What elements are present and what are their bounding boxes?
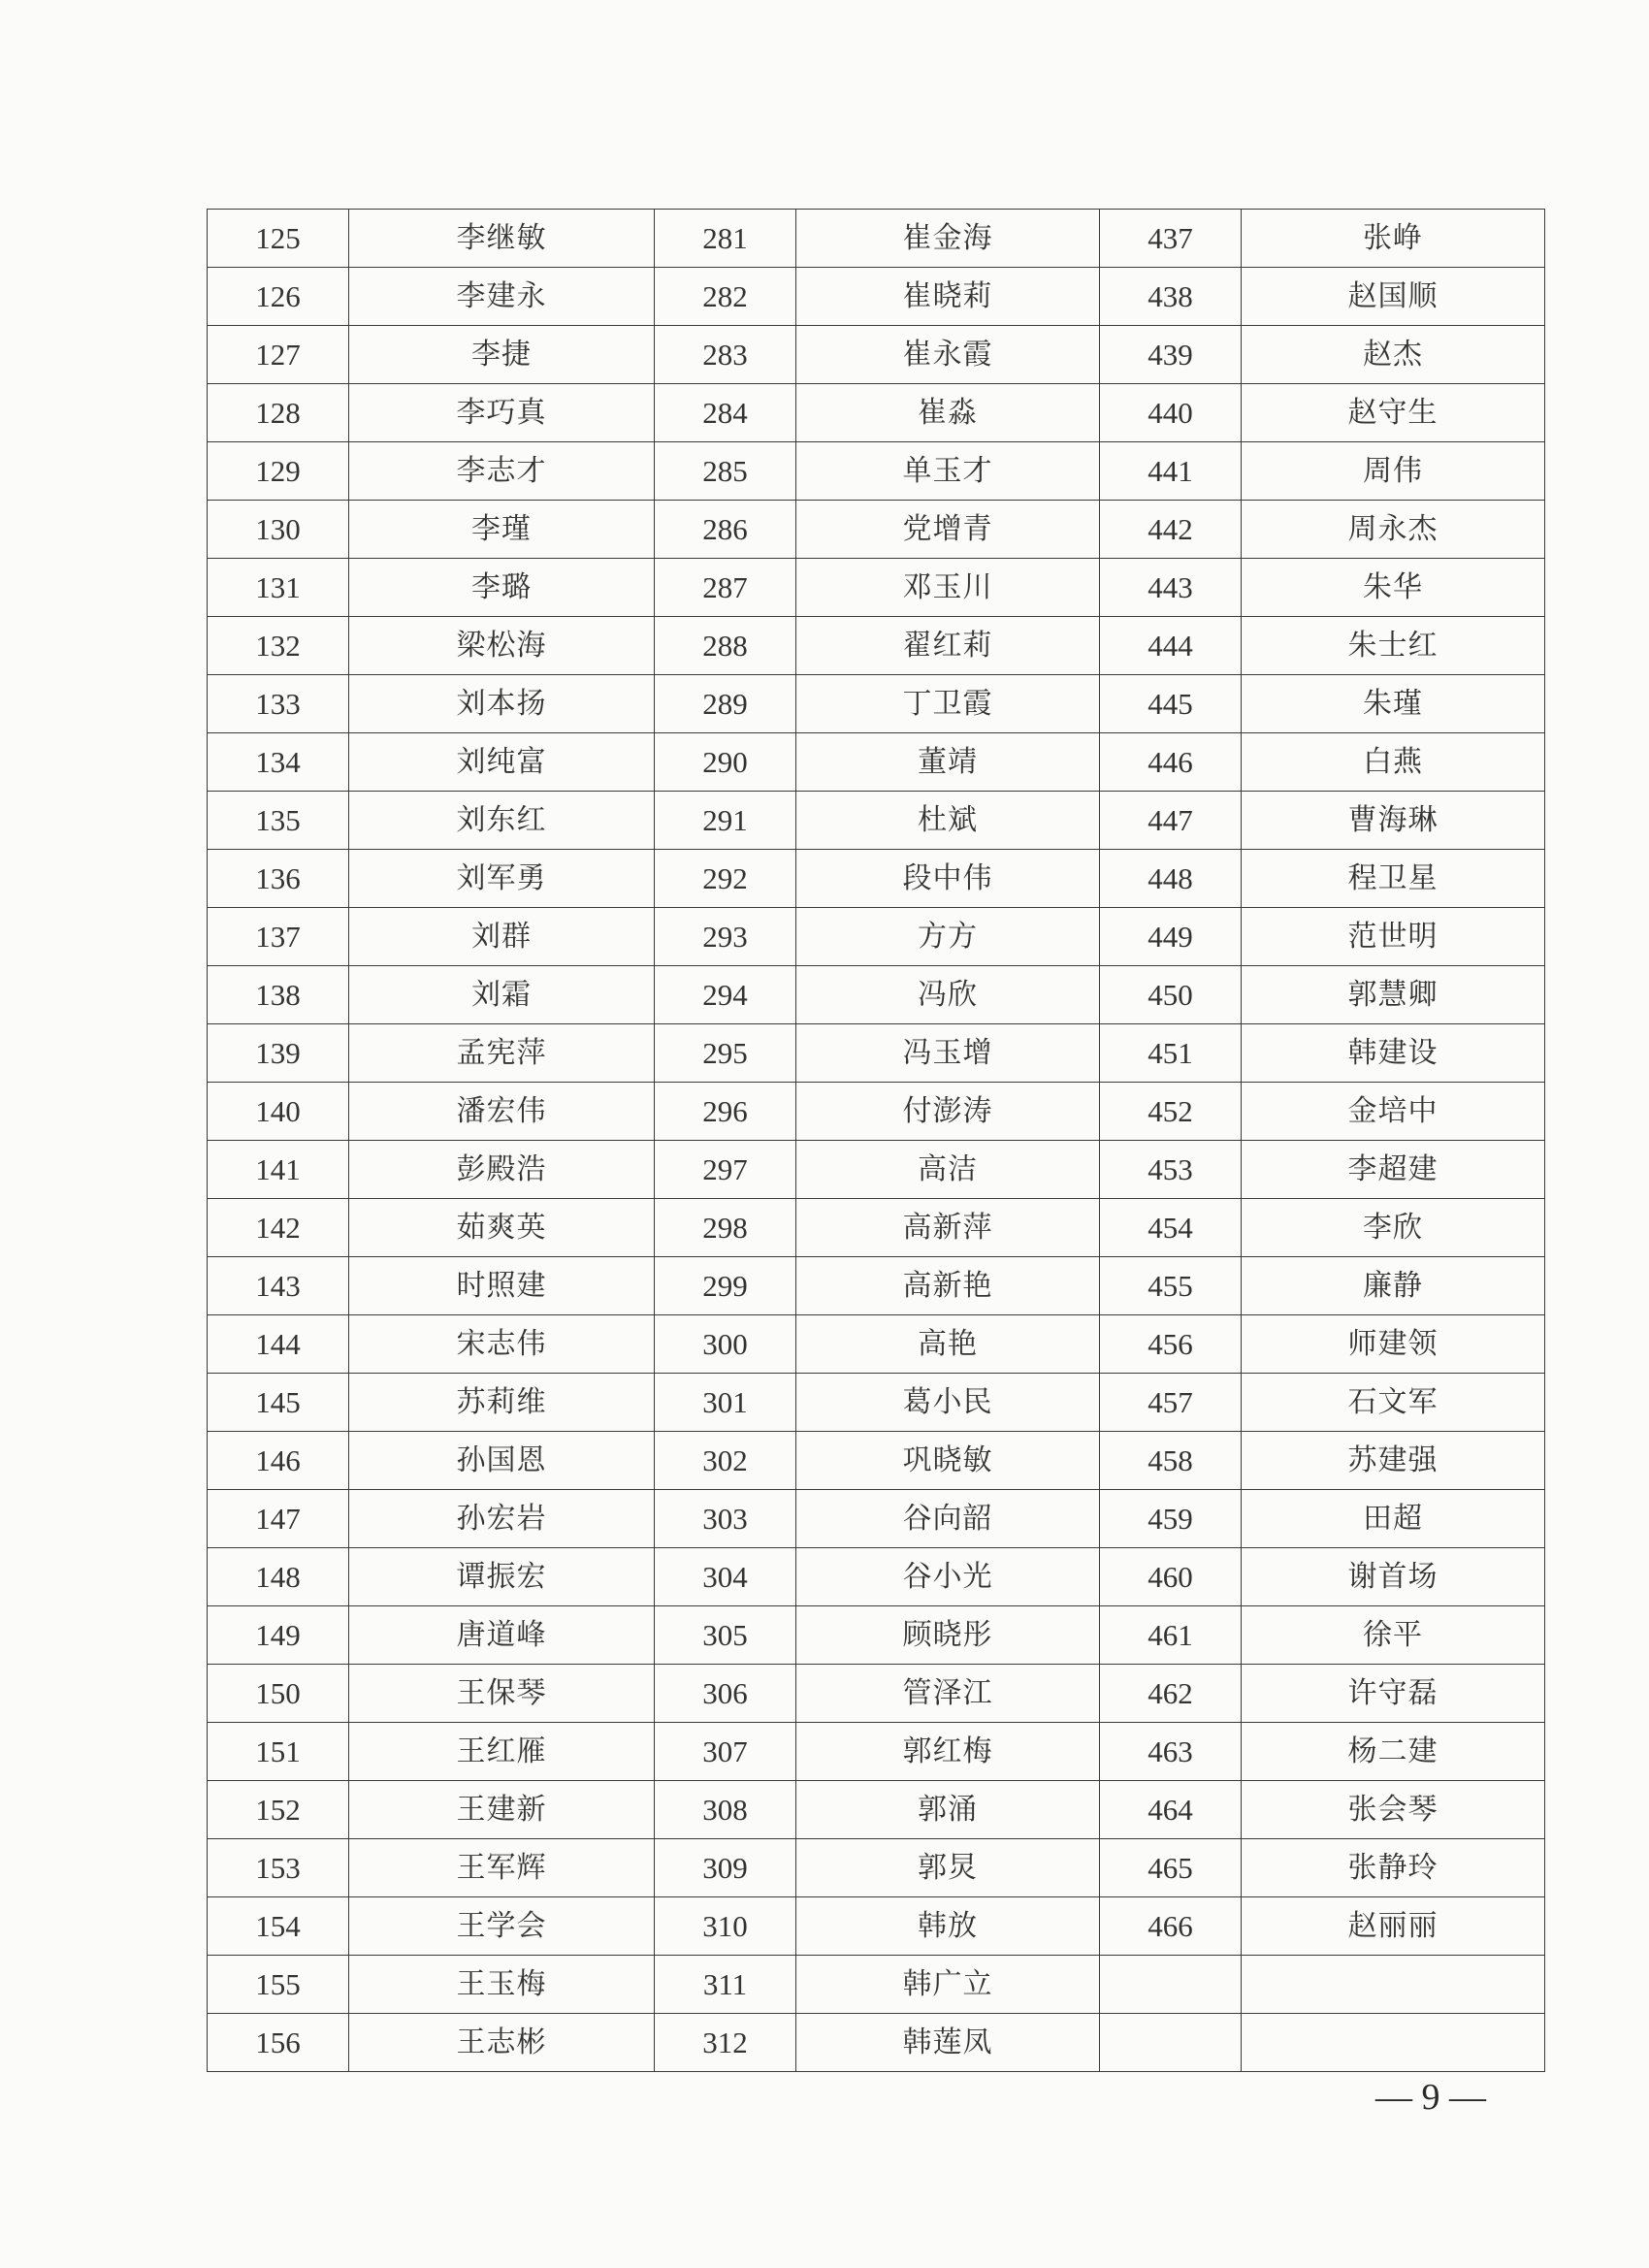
entry-name: 赵守生 — [1242, 384, 1545, 442]
entry-name: 巩晓敏 — [796, 1432, 1100, 1490]
entry-number: 441 — [1100, 442, 1242, 501]
entry-name: 王学会 — [349, 1897, 655, 1956]
entry-number: 146 — [208, 1432, 349, 1490]
entry-name: 赵杰 — [1242, 326, 1545, 384]
entry-name: 程卫星 — [1242, 850, 1545, 908]
entry-number: 156 — [208, 2014, 349, 2072]
entry-number: 308 — [655, 1781, 796, 1839]
entry-number: 126 — [208, 268, 349, 326]
entry-number: 142 — [208, 1199, 349, 1257]
table-row — [208, 1548, 1545, 1606]
entry-number: 290 — [655, 733, 796, 792]
entry-name: 张静玲 — [1242, 1839, 1545, 1897]
entry-number: 293 — [655, 908, 796, 966]
entry-number: 143 — [208, 1257, 349, 1315]
table-row — [208, 384, 1545, 442]
entry-number: 135 — [208, 792, 349, 850]
table-row — [208, 1199, 1545, 1257]
table-row — [208, 966, 1545, 1024]
roster-table-body — [208, 210, 1545, 2072]
page-number: — 9 — — [1375, 2077, 1486, 2118]
entry-name: 赵国顺 — [1242, 268, 1545, 326]
entry-name: 石文军 — [1242, 1374, 1545, 1432]
entry-name: 朱士红 — [1242, 617, 1545, 675]
entry-name: 李璐 — [349, 559, 655, 617]
entry-number: 154 — [208, 1897, 349, 1956]
entry-name: 单玉才 — [796, 442, 1100, 501]
entry-number: 459 — [1100, 1490, 1242, 1548]
entry-number: 138 — [208, 966, 349, 1024]
entry-name: 刘东红 — [349, 792, 655, 850]
entry-number: 461 — [1100, 1606, 1242, 1665]
entry-name: 李超建 — [1242, 1141, 1545, 1199]
entry-number: 296 — [655, 1083, 796, 1141]
table-row — [208, 1956, 1545, 2014]
entry-name: 刘群 — [349, 908, 655, 966]
entry-number: 153 — [208, 1839, 349, 1897]
entry-number: 303 — [655, 1490, 796, 1548]
entry-number: 452 — [1100, 1083, 1242, 1141]
entry-number: 149 — [208, 1606, 349, 1665]
entry-name: 王志彬 — [349, 2014, 655, 2072]
entry-name: 刘纯富 — [349, 733, 655, 792]
entry-name: 韩建设 — [1242, 1024, 1545, 1083]
entry-number: 306 — [655, 1665, 796, 1723]
table-row — [208, 1665, 1545, 1723]
entry-number: 145 — [208, 1374, 349, 1432]
entry-name: 茹爽英 — [349, 1199, 655, 1257]
entry-number: 307 — [655, 1723, 796, 1781]
table-row — [208, 675, 1545, 733]
entry-name: 潘宏伟 — [349, 1083, 655, 1141]
entry-number: 444 — [1100, 617, 1242, 675]
entry-name: 赵丽丽 — [1242, 1897, 1545, 1956]
entry-name: 梁松海 — [349, 617, 655, 675]
entry-number: 283 — [655, 326, 796, 384]
entry-number: 140 — [208, 1083, 349, 1141]
entry-name: 党增青 — [796, 501, 1100, 559]
entry-number: 299 — [655, 1257, 796, 1315]
entry-number: 312 — [655, 2014, 796, 2072]
entry-name: 苏建强 — [1242, 1432, 1545, 1490]
entry-number: 456 — [1100, 1315, 1242, 1374]
entry-name: 白燕 — [1242, 733, 1545, 792]
entry-name: 李捷 — [349, 326, 655, 384]
entry-number: 132 — [208, 617, 349, 675]
entry-name: 丁卫霞 — [796, 675, 1100, 733]
table-row — [208, 559, 1545, 617]
table-row — [208, 1141, 1545, 1199]
entry-name: 周伟 — [1242, 442, 1545, 501]
entry-name: 冯玉增 — [796, 1024, 1100, 1083]
table-row — [208, 733, 1545, 792]
entry-name: 李继敏 — [349, 210, 655, 268]
entry-number: 443 — [1100, 559, 1242, 617]
entry-name: 郭慧卿 — [1242, 966, 1545, 1024]
entry-number: 152 — [208, 1781, 349, 1839]
entry-name: 顾晓彤 — [796, 1606, 1100, 1665]
entry-number: 147 — [208, 1490, 349, 1548]
entry-number: 442 — [1100, 501, 1242, 559]
entry-name: 李欣 — [1242, 1199, 1545, 1257]
entry-name: 郭炅 — [796, 1839, 1100, 1897]
table-row — [208, 1606, 1545, 1665]
entry-number: 304 — [655, 1548, 796, 1606]
entry-name: 谭振宏 — [349, 1548, 655, 1606]
entry-number: 305 — [655, 1606, 796, 1665]
table-row — [208, 1723, 1545, 1781]
entry-name: 李瑾 — [349, 501, 655, 559]
entry-name: 师建领 — [1242, 1315, 1545, 1374]
entry-number: 287 — [655, 559, 796, 617]
entry-number: 448 — [1100, 850, 1242, 908]
entry-name: 谷小光 — [796, 1548, 1100, 1606]
table-row — [208, 1432, 1545, 1490]
table-row — [208, 1897, 1545, 1956]
entry-number: 438 — [1100, 268, 1242, 326]
entry-name: 朱瑾 — [1242, 675, 1545, 733]
entry-name: 杜斌 — [796, 792, 1100, 850]
entry-name: 曹海琳 — [1242, 792, 1545, 850]
entry-number: 445 — [1100, 675, 1242, 733]
entry-name: 时照建 — [349, 1257, 655, 1315]
entry-name: 李志才 — [349, 442, 655, 501]
table-row — [208, 1374, 1545, 1432]
entry-name: 高艳 — [796, 1315, 1100, 1374]
entry-name: 方方 — [796, 908, 1100, 966]
entry-name: 范世明 — [1242, 908, 1545, 966]
table-row — [208, 1490, 1545, 1548]
entry-number: 464 — [1100, 1781, 1242, 1839]
entry-name: 彭殿浩 — [349, 1141, 655, 1199]
table-row — [208, 1257, 1545, 1315]
entry-name: 管泽江 — [796, 1665, 1100, 1723]
entry-name: 周永杰 — [1242, 501, 1545, 559]
entry-number: 446 — [1100, 733, 1242, 792]
entry-number: 292 — [655, 850, 796, 908]
entry-name: 崔晓莉 — [796, 268, 1100, 326]
entry-number: 139 — [208, 1024, 349, 1083]
entry-name: 李巧真 — [349, 384, 655, 442]
table-row — [208, 2014, 1545, 2072]
table-row — [208, 792, 1545, 850]
table-row — [208, 210, 1545, 268]
table-row — [208, 850, 1545, 908]
entry-number: 136 — [208, 850, 349, 908]
entry-name: 孟宪萍 — [349, 1024, 655, 1083]
entry-name: 王玉梅 — [349, 1956, 655, 2014]
entry-number: 454 — [1100, 1199, 1242, 1257]
entry-name: 段中伟 — [796, 850, 1100, 908]
entry-name: 王保琴 — [349, 1665, 655, 1723]
table-row — [208, 1781, 1545, 1839]
entry-number: 298 — [655, 1199, 796, 1257]
entry-number: 301 — [655, 1374, 796, 1432]
entry-number: 286 — [655, 501, 796, 559]
entry-name: 杨二建 — [1242, 1723, 1545, 1781]
entry-name: 郭涌 — [796, 1781, 1100, 1839]
entry-number: 311 — [655, 1956, 796, 2014]
entry-number: 300 — [655, 1315, 796, 1374]
entry-number: 288 — [655, 617, 796, 675]
entry-number: 295 — [655, 1024, 796, 1083]
entry-number: 447 — [1100, 792, 1242, 850]
table-row — [208, 617, 1545, 675]
entry-name: 许守磊 — [1242, 1665, 1545, 1723]
entry-name: 朱华 — [1242, 559, 1545, 617]
entry-name: 崔淼 — [796, 384, 1100, 442]
entry-number: 310 — [655, 1897, 796, 1956]
entry-name: 高新萍 — [796, 1199, 1100, 1257]
entry-name: 郭红梅 — [796, 1723, 1100, 1781]
entry-name — [1242, 1956, 1545, 2014]
entry-number: 451 — [1100, 1024, 1242, 1083]
entry-number: 297 — [655, 1141, 796, 1199]
table-row — [208, 1315, 1545, 1374]
entry-number: 137 — [208, 908, 349, 966]
entry-name: 孙国恩 — [349, 1432, 655, 1490]
table-row — [208, 1839, 1545, 1897]
entry-number: 439 — [1100, 326, 1242, 384]
entry-number: 458 — [1100, 1432, 1242, 1490]
entry-name: 高新艳 — [796, 1257, 1100, 1315]
entry-name: 孙宏岩 — [349, 1490, 655, 1548]
entry-number: 151 — [208, 1723, 349, 1781]
entry-name: 刘本扬 — [349, 675, 655, 733]
entry-name: 王军辉 — [349, 1839, 655, 1897]
entry-number: 466 — [1100, 1897, 1242, 1956]
entry-name: 高洁 — [796, 1141, 1100, 1199]
entry-name: 苏莉维 — [349, 1374, 655, 1432]
entry-number: 127 — [208, 326, 349, 384]
entry-name: 韩广立 — [796, 1956, 1100, 2014]
entry-number: 289 — [655, 675, 796, 733]
entry-name: 邓玉川 — [796, 559, 1100, 617]
entry-number: 128 — [208, 384, 349, 442]
entry-name: 翟红莉 — [796, 617, 1100, 675]
entry-number: 457 — [1100, 1374, 1242, 1432]
entry-number: 455 — [1100, 1257, 1242, 1315]
entry-number: 281 — [655, 210, 796, 268]
entry-number — [1100, 2014, 1242, 2072]
entry-number: 309 — [655, 1839, 796, 1897]
entry-name: 葛小民 — [796, 1374, 1100, 1432]
entry-name: 田超 — [1242, 1490, 1545, 1548]
entry-name: 崔金海 — [796, 210, 1100, 268]
entry-number: 131 — [208, 559, 349, 617]
entry-name: 刘霜 — [349, 966, 655, 1024]
table-row — [208, 501, 1545, 559]
entry-name: 金培中 — [1242, 1083, 1545, 1141]
table-row — [208, 908, 1545, 966]
roster-table — [207, 209, 1545, 2072]
entry-name: 王红雁 — [349, 1723, 655, 1781]
entry-name: 冯欣 — [796, 966, 1100, 1024]
entry-name: 谷向韶 — [796, 1490, 1100, 1548]
entry-number: 449 — [1100, 908, 1242, 966]
entry-number: 129 — [208, 442, 349, 501]
entry-name: 宋志伟 — [349, 1315, 655, 1374]
entry-number: 302 — [655, 1432, 796, 1490]
entry-number: 144 — [208, 1315, 349, 1374]
entry-number: 462 — [1100, 1665, 1242, 1723]
entry-name: 张会琴 — [1242, 1781, 1545, 1839]
entry-name: 刘军勇 — [349, 850, 655, 908]
table-row — [208, 442, 1545, 501]
table-row — [208, 1083, 1545, 1141]
entry-number: 460 — [1100, 1548, 1242, 1606]
entry-number: 133 — [208, 675, 349, 733]
entry-number: 440 — [1100, 384, 1242, 442]
entry-name: 张峥 — [1242, 210, 1545, 268]
entry-number: 130 — [208, 501, 349, 559]
entry-name: 谢首场 — [1242, 1548, 1545, 1606]
entry-number: 155 — [208, 1956, 349, 2014]
entry-number: 453 — [1100, 1141, 1242, 1199]
entry-number: 291 — [655, 792, 796, 850]
entry-number — [1100, 1956, 1242, 2014]
entry-name: 董靖 — [796, 733, 1100, 792]
table-row — [208, 326, 1545, 384]
table-row — [208, 1024, 1545, 1083]
entry-number: 148 — [208, 1548, 349, 1606]
entry-name: 崔永霞 — [796, 326, 1100, 384]
entry-name: 王建新 — [349, 1781, 655, 1839]
entry-number: 134 — [208, 733, 349, 792]
entry-name: 付澎涛 — [796, 1083, 1100, 1141]
entry-number: 285 — [655, 442, 796, 501]
entry-number: 450 — [1100, 966, 1242, 1024]
entry-number: 463 — [1100, 1723, 1242, 1781]
entry-number: 284 — [655, 384, 796, 442]
entry-name: 廉静 — [1242, 1257, 1545, 1315]
entry-name — [1242, 2014, 1545, 2072]
entry-name: 韩莲凤 — [796, 2014, 1100, 2072]
entry-name: 韩放 — [796, 1897, 1100, 1956]
table-row — [208, 268, 1545, 326]
entry-name: 李建永 — [349, 268, 655, 326]
entry-number: 150 — [208, 1665, 349, 1723]
entry-name: 唐道峰 — [349, 1606, 655, 1665]
entry-number: 294 — [655, 966, 796, 1024]
entry-number: 465 — [1100, 1839, 1242, 1897]
entry-number: 437 — [1100, 210, 1242, 268]
entry-number: 282 — [655, 268, 796, 326]
entry-name: 徐平 — [1242, 1606, 1545, 1665]
entry-number: 141 — [208, 1141, 349, 1199]
entry-number: 125 — [208, 210, 349, 268]
